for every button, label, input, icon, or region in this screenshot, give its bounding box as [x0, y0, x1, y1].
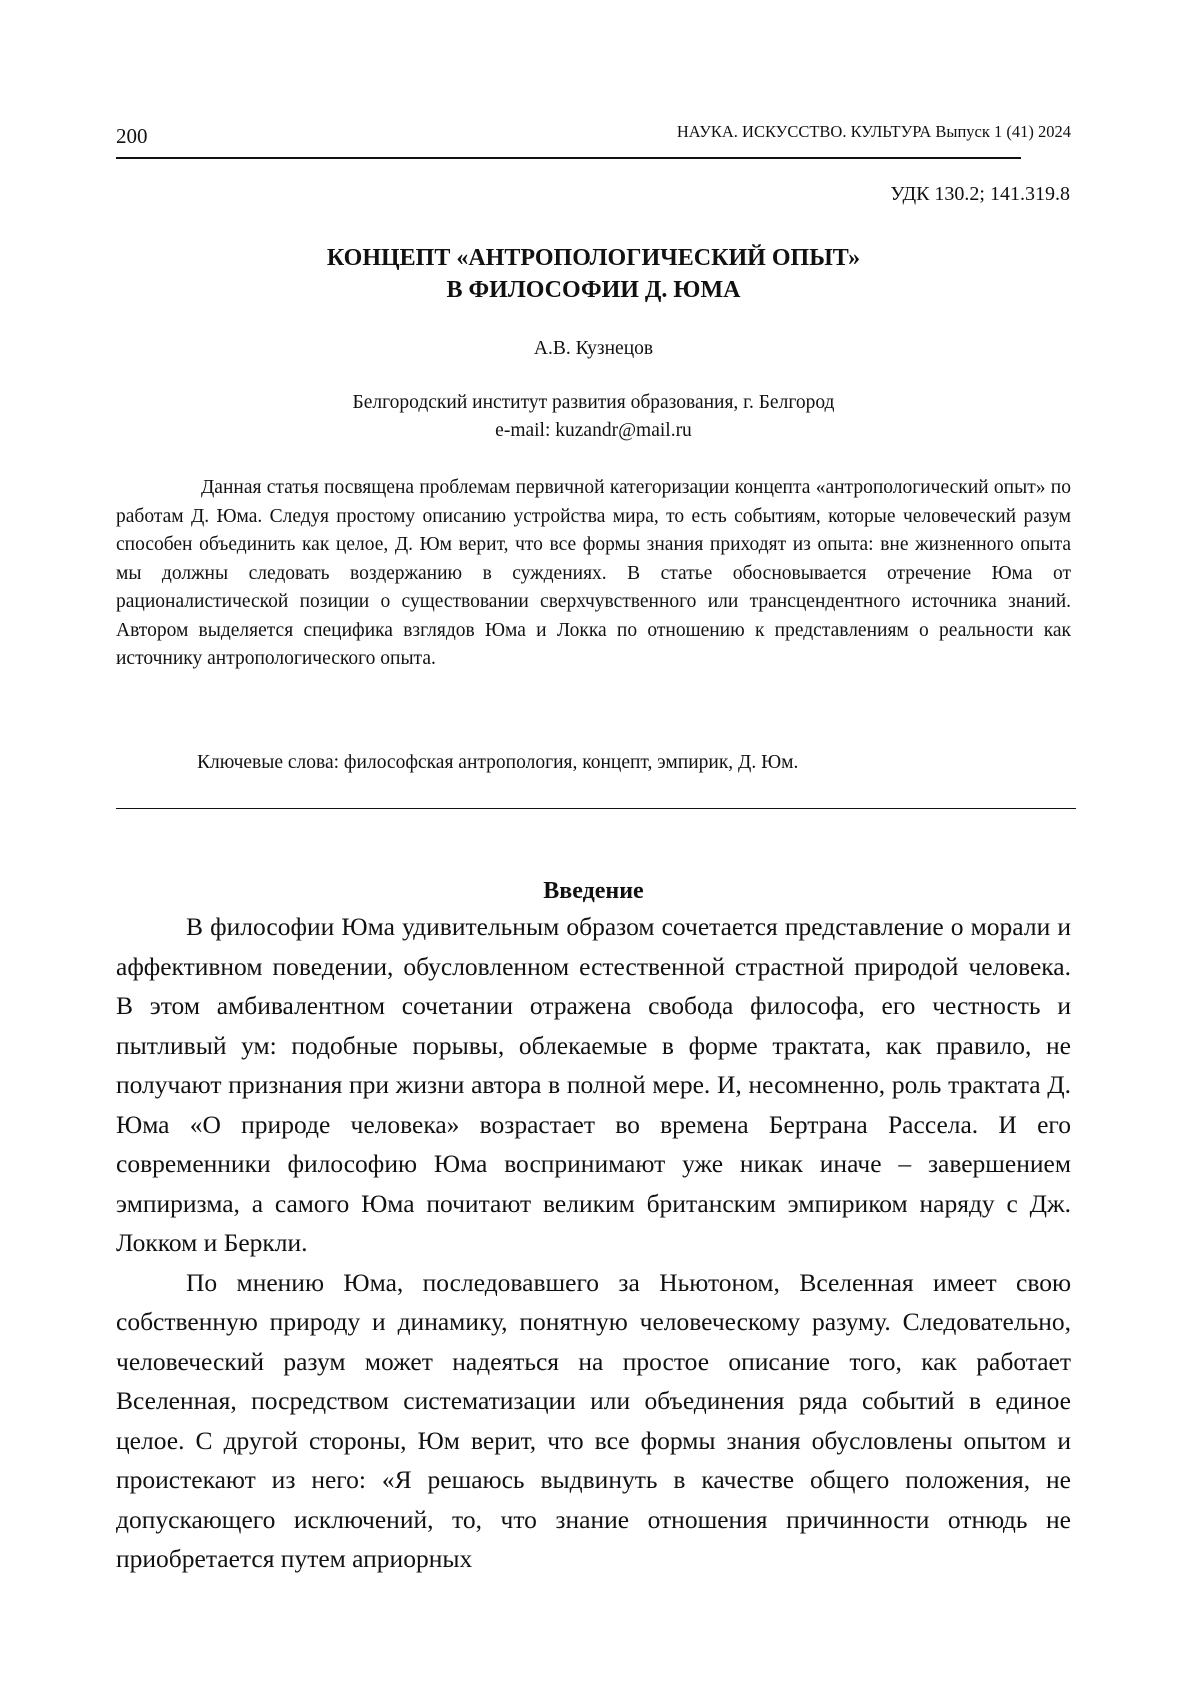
title-line-1: КОНЦЕПТ «АНТРОПОЛОГИЧЕСКИЙ ОПЫТ»: [116, 242, 1071, 274]
affiliation-block: [116, 389, 1071, 445]
title-line-2: В ФИЛОСОФИИ Д. ЮМА: [116, 274, 1071, 306]
author-name: А.В. Кузнецов: [116, 338, 1071, 360]
paragraph: По мнению Юма, последовавшего за Ньютоном, Вселенная имеет свою собственную природу и динамику, понятную человеческому разуму. Следовательно, человеческий разум может надеяться на простое описание того, как работает Вселенная, посредством систематизации или объединения ряда событий в единое целое. С другой стороны, Юм верит, что все формы знания обусловлены опытом и проистекают из него: «Я решаюсь выдвинуть в качестве общего положения, не допускающего исключений, то, что знание отношения причинности отнюдь не приобретается путем априорных: [116, 1263, 1071, 1579]
journal-title: НАУКА. ИСКУССТВО. КУЛЬТУРА Выпуск 1 (41) 2024: [677, 122, 1071, 142]
institution: Белгородский институт развития образования, г. Белгород: [116, 389, 1071, 417]
section-heading: Введение: [116, 878, 1071, 905]
running-header: [116, 116, 1071, 156]
email: e-mail: kuzandr@mail.ru: [116, 417, 1071, 445]
paragraph: В философии Юма удивительным образом сочетается представление о морали и аффективном поведении, обусловленном естественной страстной природой человека. В этом амбивалентном сочетании отражена свобода философа, его честность и пытливый ум: подобные порывы, облекаемые в форме трактата, как правило, не получают признания при жизни автора в полной мере. И, несомненно, роль трактата Д. Юма «О природе человека» возрастает во времена Бертрана Рассела. И его современники философию Юма воспринимают уже никак иначе – завершением эмпиризма, а самого Юма почитают великим британским эмпириком наряду с Дж. Локком и Беркли.: [116, 907, 1071, 1263]
header-divider: [116, 157, 1021, 159]
abstract-divider: [116, 808, 1076, 809]
document-page: [0, 0, 1200, 1697]
body-text: [116, 907, 1071, 1579]
abstract: Данная статья посвящена проблемам первичной категоризации концепта «антропологический опыт» по работам Д. Юма. Следуя простому описанию устройства мира, то есть событиям, которые человеческий разум способен объединить как целое, Д. Юм верит, что все формы знания приходят из опыта: вне жизненного опыта мы должны следовать воздержанию в суждениях. В статье обосновывается отречение Юма от рационалистической позиции о существовании сверхчувственного или трансцендентного источника знаний. Автором выделяется специфика взглядов Юма и Локка по отношению к представлениям о реальности как источнику антропологического опыта.: [116, 474, 1071, 674]
keywords: Ключевые слова: философская антропология, концепт, эмпирик, Д. Юм.: [197, 752, 798, 774]
udc-code: УДК 130.2; 141.319.8: [890, 183, 1070, 206]
page-number: 200: [116, 124, 148, 149]
article-title: [116, 242, 1071, 306]
